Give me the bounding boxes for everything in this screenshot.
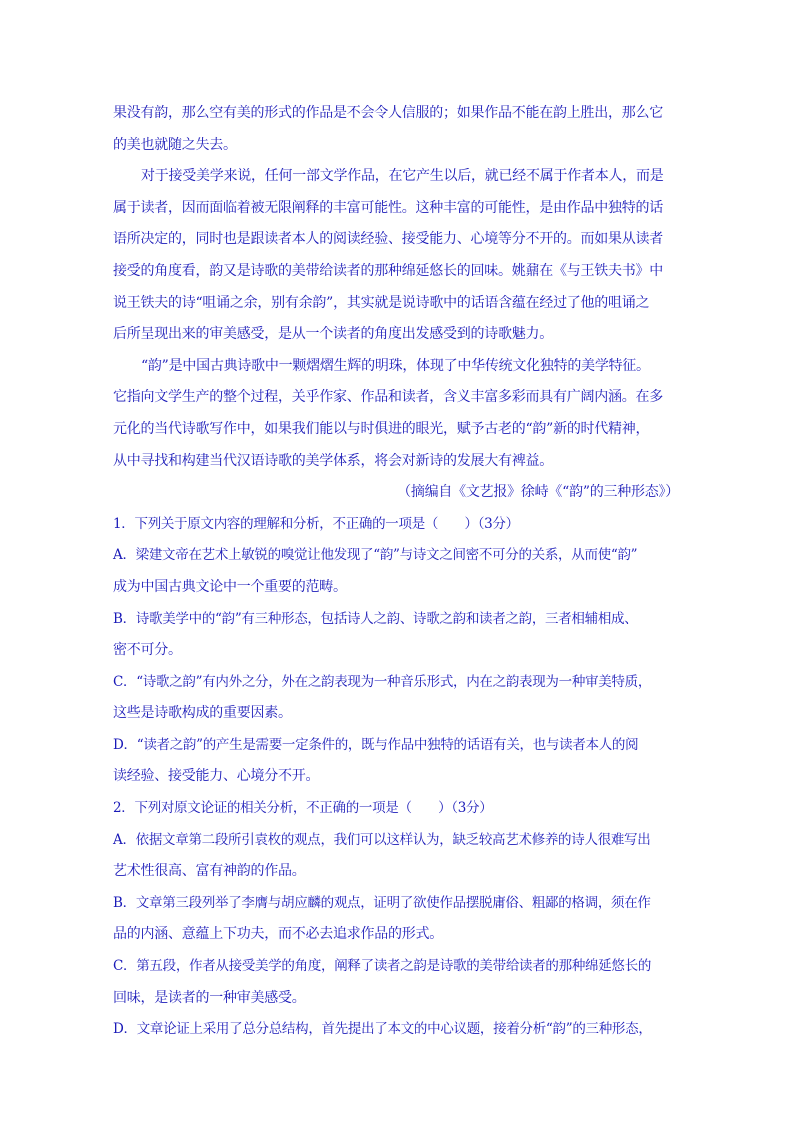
text-line: 回味，是读者的一种审美感受。 xyxy=(113,989,306,1006)
text-line: 接受的角度看，韵又是诗歌的美带给读者的那种绵延悠长的回味。姚鼐在《与王铁夫书》中 xyxy=(113,262,663,279)
source-citation: （摘编自《文艺报》徐峙《“韵”的三种形态》） xyxy=(397,484,679,501)
text-line: 它指向文学生产的整个过程，关乎作家、作品和读者，含义丰富多彩而具有广阔内涵。在多 xyxy=(113,389,663,406)
text-line: 成为中国古典文论中一个重要的范畴。 xyxy=(113,578,347,595)
option-b: B．文章第三段列举了李膺与胡应麟的观点，证明了欲使作品摆脱庸俗、粗鄙的格调，须在作 xyxy=(113,894,651,911)
question-1: 1．下列关于原文内容的理解和分析，不正确的一项是（ ）（3分） xyxy=(113,515,519,532)
paragraph-start: 对于接受美学来说，任何一部文学作品，在它产生以后，就已经不属于作者本人，而是 xyxy=(141,168,664,185)
option-a: A．依据文章第二段所引袁枚的观点，我们可以这样认为，缺乏较高艺术修养的诗人很难写出 xyxy=(113,831,651,848)
text-line: 后所呈现出来的审美感受，是从一个读者的角度出发感受到的诗歌魅力。 xyxy=(113,326,553,343)
option-d: D．文章论证上采用了总分总结构，首先提出了本文的中心议题，接着分析“韵”的三种形态， xyxy=(113,1021,652,1038)
text-line: 品的内涵、意蕴上下功夫，而不必去追求作品的形式。 xyxy=(113,926,443,943)
text-line: 说王铁夫的诗“咀诵之余，别有余韵”，其实就是说诗歌中的话语含蕴在经过了他的咀诵之 xyxy=(113,294,650,311)
document-page xyxy=(113,98,681,1046)
text-line: 属于读者，因而面临着被无限阐释的丰富可能性。这种丰富的可能性，是由作品中独特的话 xyxy=(113,199,663,216)
text-line: 语所决定的，同时也是跟读者本人的阅读经验、接受能力、心境等分不开的。而如果从读者 xyxy=(113,231,663,248)
text-line: 密不可分。 xyxy=(113,642,182,659)
text-line: 读经验、接受能力、心境分不开。 xyxy=(113,768,320,785)
text-line: 的美也就随之失去。 xyxy=(113,136,237,153)
text-line: 艺术性很高、富有神韵的作品。 xyxy=(113,863,306,880)
text-line: 元化的当代诗歌写作中，如果我们能以与时俱进的眼光，赋予古老的“韵”新的时代精神， xyxy=(113,420,650,437)
text-line: 从中寻找和构建当代汉语诗歌的美学体系，将会对新诗的发展大有裨益。 xyxy=(113,452,553,469)
option-c: C．第五段，作者从接受美学的角度，阐释了读者之韵是诗歌的美带给读者的那种绵延悠长的 xyxy=(113,958,652,975)
text-line: 果没有韵，那么空有美的形式的作品是不会令人信服的；如果作品不能在韵上胜出，那么它 xyxy=(113,105,663,121)
option-c: C．“诗歌之韵”有内外之分，外在之韵表现为一种音乐形式，内在之韵表现为一种审美特质， xyxy=(113,673,652,690)
option-b: B．诗歌美学中的“韵”有三种形态，包括诗人之韵、诗歌之韵和读者之韵，三者相辅相成、 xyxy=(113,610,638,627)
text-line: 这些是诗歌构成的重要因素。 xyxy=(113,705,292,722)
question-2: 2．下列对原文论证的相关分析，不正确的一项是（ ）（3分） xyxy=(113,800,493,817)
option-d: D．“读者之韵”的产生是需要一定条件的，既与作品中独特的话语有关，也与读者本人的阅 xyxy=(113,736,639,753)
option-a: A．梁建文帝在艺术上敏锐的嗅觉让他发现了“韵”与诗文之间密不可分的关系，从而使“韵” xyxy=(113,547,638,564)
paragraph-start: “韵”是中国古典诗歌中一颗熠熠生辉的明珠，体现了中华传统文化独特的美学特征。 xyxy=(141,357,650,374)
